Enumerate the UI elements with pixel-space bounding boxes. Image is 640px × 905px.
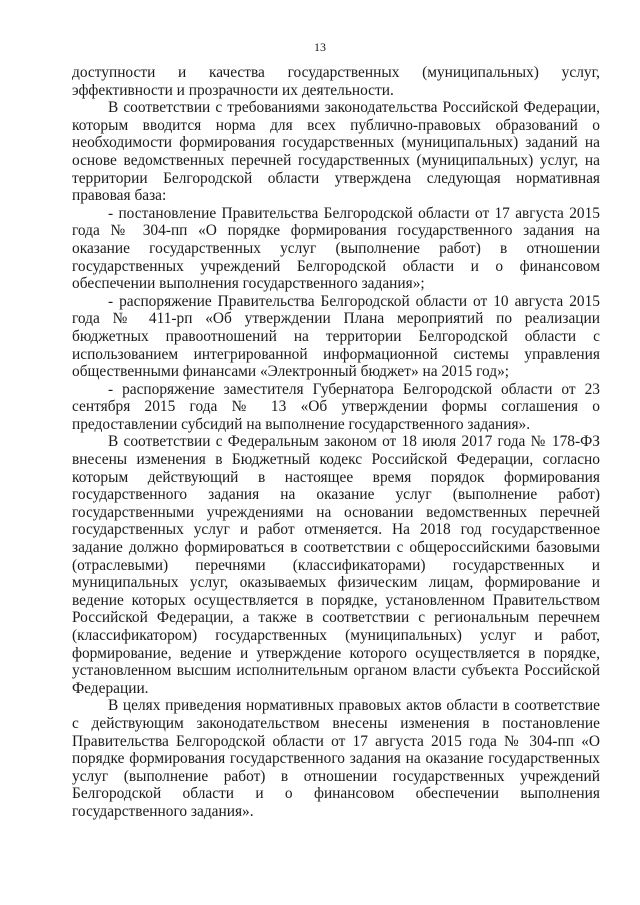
list-item-order-411rp: - распоряжение Правительства Белгородской области от 10 августа 2015 года № 411-рп «Об утверждении Плана мероприятий по реализации бюджетных правоотношений на территории Белгородской области с использованием интегрированной информационной системы управления общественными финансами «Электронный бюджет» на 2015 год»; [72, 292, 600, 381]
page-number: 13 [314, 40, 326, 54]
document-body [72, 64, 600, 821]
paragraph-federal-law-178fz: В соответствии с Федеральным законом от 18 июля 2017 года № 178-ФЗ внесены изменения в Бюджетный кодекс Российской Федерации, согласно которым действующий в настоящее время порядок формирования государственного задания на оказание услуг (выполнение работ) государственными учреждениями на основании ведомственных перечней государственных услуг и работ отменяется. На 2018 год государственное задание должно формироваться в соответствии с общероссийскими базовыми (отраслевыми) перечнями (классификаторами) государственных и муниципальных услуг, оказываемых физическим лицам, формирование и ведение которых осуществляется в порядке, установленном Правительством Российской Федерации, а также в соответствии с региональным перечнем (классификатором) государственных (муниципальных) услуг и работ, формирование, ведение и утверждение которого осуществляется в порядке, установленном высшим исполнительным органом власти субъекта Российской Федерации. [72, 433, 600, 697]
list-item-order-13: - распоряжение заместителя Губернатора Белгородской области от 23 сентября 2015 года № 13 «Об утверждении формы соглашения о предоставлении субсидий на выполнение государственного задания». [72, 380, 600, 433]
paragraph-legal-basis-intro: В соответствии с требованиями законодательства Российской Федерации, которым вводится норма для всех публично-правовых образований о необходимости формирования государственных (муниципальных) заданий на основе ведомственных перечней государственных (муниципальных) услуг, на территории Белгородской области утверждена следующая нормативная правовая база: [72, 99, 600, 205]
paragraph-amendments: В целях приведения нормативных правовых актов области в соответствие с действующим законодательством внесены изменения в постановление Правительства Белгородской области от 17 августа 2015 года № 304-пп «О порядке формирования государственного задания на оказание государственных услуг (выполнение работ) в отношении государственных учреждений Белгородской области и о финансовом обеспечении выполнения государственного задания». [72, 697, 600, 820]
list-item-resolution-304pp: - постановление Правительства Белгородской области от 17 августа 2015 года № 304-пп «О порядке формирования государственного задания на оказание государственных услуг (выполнение работ) в отношении государственных учреждений Белгородской области и о финансовом обеспечении выполнения государственного задания»; [72, 204, 600, 293]
paragraph-continuation: доступности и качества государственных (муниципальных) услуг, эффективности и прозрачности их деятельности. [72, 64, 600, 99]
